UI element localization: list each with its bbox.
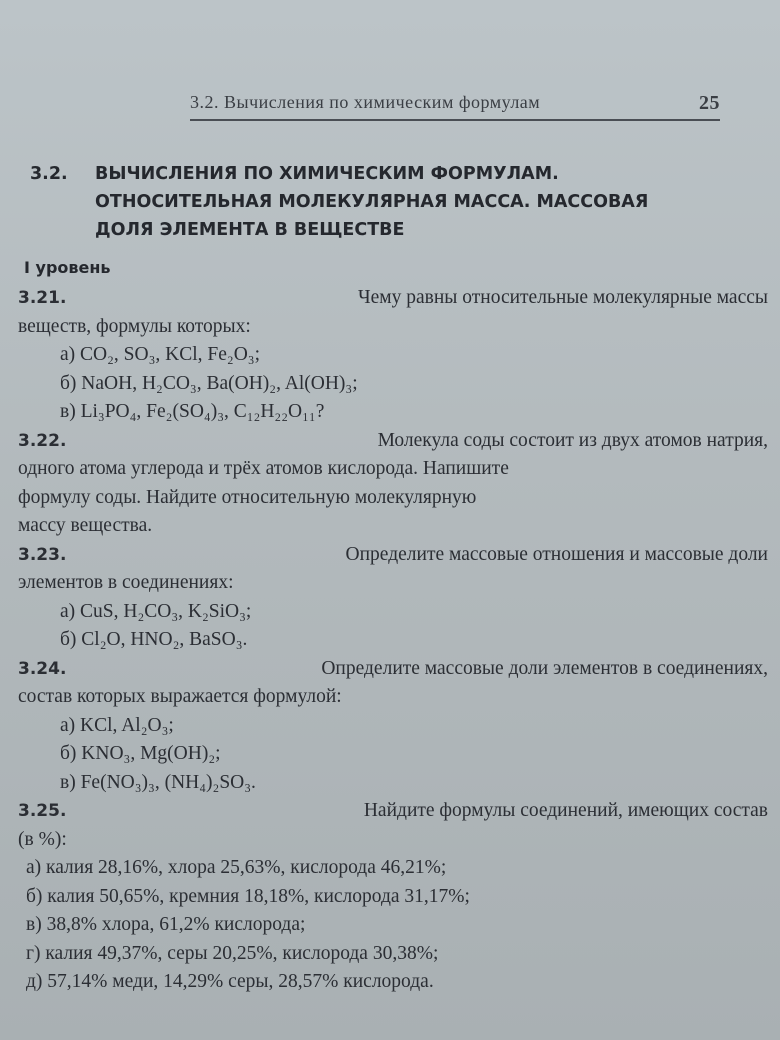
section-title-line: ВЫЧИСЛЕНИЯ ПО ХИМИЧЕСКИМ ФОРМУЛАМ.	[95, 164, 559, 184]
problem-3-21-line	[18, 284, 768, 313]
problem-text: Найдите формулы соединений, имеющих состав	[363, 800, 768, 821]
problem-3-25-line	[18, 797, 768, 826]
problem-item: б) NaOH, H₂CO₃, Ba(OH)₂, Al(OH)₃;	[60, 372, 358, 394]
problem-text: состав которых выражается формулой:	[18, 686, 342, 707]
problem-number: 3.23.	[18, 544, 67, 565]
section-number: 3.2.	[30, 164, 68, 184]
problem-text: веществ, формулы которых:	[18, 315, 251, 337]
problem-item: а) CuS, H₂CO₃, K₂SiO₃;	[60, 600, 252, 622]
running-header	[190, 92, 720, 121]
problem-item: б) KNO₃, Mg(OH)₂;	[60, 743, 221, 764]
problem-item: г) калия 49,37%, серы 20,25%, кислорода 30,38%;	[26, 942, 439, 964]
problem-text: одного атома углерода и трёх атомов кислорода. Напишите	[18, 458, 509, 479]
level-heading: I уровень	[24, 258, 111, 277]
problem-item: д) 57,14% меди, 14,29% серы, 28,57% кислорода.	[26, 971, 434, 992]
problem-item: б) Cl₂O, HNO₂, BaSO₃.	[60, 629, 248, 650]
problem-item: а) CO₂, SO₃, KCl, Fe₂O₃;	[60, 344, 260, 365]
problem-item: в) 38,8% хлора, 61,2% кислорода;	[26, 914, 306, 935]
running-title: 3.2. Вычисления по химическим формулам	[190, 92, 541, 112]
problem-number: 3.21.	[18, 288, 67, 308]
problem-item: в) Li₃PO₄, Fe₂(SO₄)₃, C₁₂H₂₂O₁₁?	[60, 401, 325, 422]
problem-text: элементов в соединениях:	[18, 572, 234, 593]
problem-number: 3.25.	[18, 801, 67, 821]
problem-item: в) Fe(NO₃)₃, (NH₄)₂SO₃.	[60, 771, 256, 793]
problem-text: формулу соды. Найдите относительную молекулярную	[18, 486, 477, 508]
problem-text: Определите массовые доли элементов в соединениях,	[321, 657, 768, 679]
problem-text: Определите массовые отношения и массовые доли	[345, 543, 768, 565]
section-heading	[30, 160, 750, 244]
problem-item: а) KCl, Al₂O₃;	[60, 714, 174, 736]
problem-item: б) калия 50,65%, кремния 18,18%, кислорода 31,17%;	[26, 885, 470, 907]
problem-text: Чему равны относительные молекулярные массы	[357, 287, 768, 308]
problem-3-22-line	[18, 427, 768, 456]
problem-text: Молекула соды состоит из двух атомов натрия,	[377, 429, 768, 451]
problem-item: а) калия 28,16%, хлора 25,63%, кислорода 46,21%;	[26, 857, 447, 878]
section-title-line: ДОЛЯ ЭЛЕМЕНТА В ВЕЩЕСТВЕ	[95, 220, 405, 240]
problem-3-23-line	[18, 541, 768, 570]
section-title-line: ОТНОСИТЕЛЬНАЯ МОЛЕКУЛЯРНАЯ МАССА. МАССОВАЯ	[95, 192, 649, 212]
problem-3-24-line	[18, 655, 768, 684]
problem-number: 3.22.	[18, 430, 67, 451]
problem-text: массу вещества.	[18, 515, 153, 536]
problem-number: 3.24.	[18, 658, 67, 679]
page-number: 25	[699, 92, 720, 114]
problem-text: (в %):	[18, 828, 67, 850]
problem-list	[18, 284, 768, 997]
